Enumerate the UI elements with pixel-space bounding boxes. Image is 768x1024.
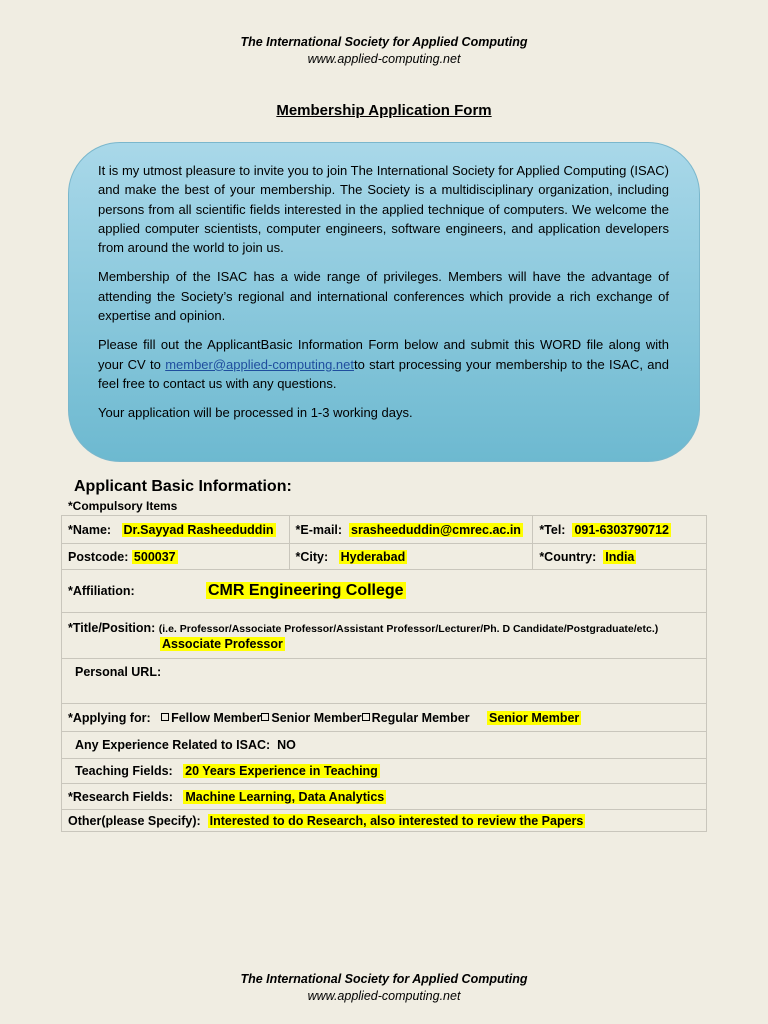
form-row-title: [62, 613, 707, 659]
other-cell[interactable]: [62, 810, 707, 832]
title-cell[interactable]: [62, 613, 707, 659]
compulsory-note: *Compulsory Items: [68, 499, 178, 513]
header-org-name: The International Society for Applied Computing: [240, 35, 528, 49]
name-cell[interactable]: [62, 516, 290, 544]
applying-label: *Applying for:: [68, 710, 151, 725]
teaching-cell[interactable]: [62, 759, 707, 784]
title-hint: (i.e. Professor/Associate Professor/Assistant Professor/Lecturer/Ph. D Candidate/Postgraduate/etc.): [158, 622, 659, 635]
intro-p3-tail: to start processing your membership to the ISAC, and feel free to contact us with any questions.: [98, 356, 669, 391]
teaching-label: Teaching Fields:: [75, 764, 173, 778]
postcode-value: 500037: [133, 549, 176, 564]
city-label: *City:: [295, 549, 329, 564]
affiliation-label: *Affiliation:: [68, 584, 135, 598]
intro-paragraph-2: Membership of the ISAC has a wide range of privileges. Members will have the advantage of attending the Society’s regional and international conferences which provide a rich exchange of expertise and opinion.: [98, 269, 669, 324]
experience-label: Any Experience Related to ISAC:: [75, 738, 271, 752]
section-heading: Applicant Basic Information:: [74, 478, 292, 495]
page-title: Membership Application Form: [276, 102, 492, 119]
applying-cell[interactable]: [62, 704, 707, 732]
name-label: *Name:: [68, 522, 112, 537]
country-value: India: [605, 549, 635, 564]
form-row-affiliation: [62, 570, 707, 613]
postcode-label: Postcode:: [68, 549, 129, 564]
applying-value: Senior Member: [489, 710, 580, 725]
regular-option: Regular Member: [371, 710, 470, 725]
intro-callout: [68, 142, 700, 462]
city-value: Hyderabad: [340, 549, 406, 564]
footer-url: www.applied-computing.net: [307, 989, 461, 1003]
page-footer: [0, 972, 768, 1003]
email-value: srasheeduddin@cmrec.ac.in: [351, 522, 521, 537]
name-value: Dr.Sayyad Rasheeduddin: [123, 522, 274, 537]
title-value: Associate Professor: [162, 636, 283, 651]
application-form-table: [61, 515, 707, 832]
form-row-research: [62, 784, 707, 810]
form-row-url: [62, 659, 707, 704]
intro-p3-lead: Please fill out the ApplicantBasic Information Form below and submit this WORD file along with your CV to: [98, 337, 669, 372]
research-value: Machine Learning, Data Analytics: [185, 789, 385, 804]
tel-value: 091-6303790712: [574, 522, 669, 537]
fellow-checkbox[interactable]: [161, 713, 169, 721]
url-label: Personal URL:: [75, 665, 162, 679]
title-label: *Title/Position:: [68, 620, 156, 635]
footer-org-name: The International Society for Applied Computing: [240, 972, 528, 986]
email-link[interactable]: member@applied-computing.net: [165, 356, 354, 372]
form-row-name: [62, 516, 707, 544]
country-label: *Country:: [539, 549, 597, 564]
email-cell[interactable]: [289, 516, 533, 544]
research-cell[interactable]: [62, 784, 707, 810]
teaching-value: 20 Years Experience in Teaching: [185, 764, 378, 778]
form-row-applying: [62, 704, 707, 732]
affiliation-value: CMR Engineering College: [208, 582, 404, 599]
fellow-option: Fellow Member: [171, 710, 262, 725]
city-cell[interactable]: [289, 544, 533, 570]
affiliation-cell[interactable]: [62, 570, 707, 613]
senior-option: Senior Member: [271, 710, 362, 725]
form-row-teaching: [62, 759, 707, 784]
research-label: *Research Fields:: [68, 789, 173, 804]
other-label: Other(please Specify):: [68, 813, 201, 828]
url-cell[interactable]: [62, 659, 707, 704]
intro-paragraph-4: Your application will be processed in 1-3 working days.: [98, 405, 413, 421]
intro-paragraph-3: [98, 335, 669, 393]
tel-cell[interactable]: [533, 516, 707, 544]
form-row-postcode: [62, 544, 707, 570]
experience-value: NO: [277, 738, 296, 752]
tel-label: *Tel:: [539, 522, 566, 537]
experience-cell[interactable]: [62, 732, 707, 759]
form-row-experience: [62, 732, 707, 759]
postcode-cell[interactable]: [62, 544, 290, 570]
regular-checkbox[interactable]: [362, 713, 370, 721]
senior-checkbox[interactable]: [261, 713, 269, 721]
other-value: Interested to do Research, also interested to review the Papers: [209, 813, 584, 828]
form-row-other: [62, 810, 707, 832]
header-url: www.applied-computing.net: [307, 52, 461, 66]
email-label: *E-mail:: [295, 522, 343, 537]
country-cell[interactable]: [533, 544, 707, 570]
page-header: [0, 35, 768, 66]
intro-paragraph-1: It is my utmost pleasure to invite you to join The International Society for Applied Computing (ISAC) and make the best of your membership. The Society is a multidisciplinary organization, including persons from all scientific fields interested in the applied technique of computers. We welcome the applied computer scientists, computer engineers, software engineers, and application developers from around the world to join us.: [98, 163, 669, 256]
